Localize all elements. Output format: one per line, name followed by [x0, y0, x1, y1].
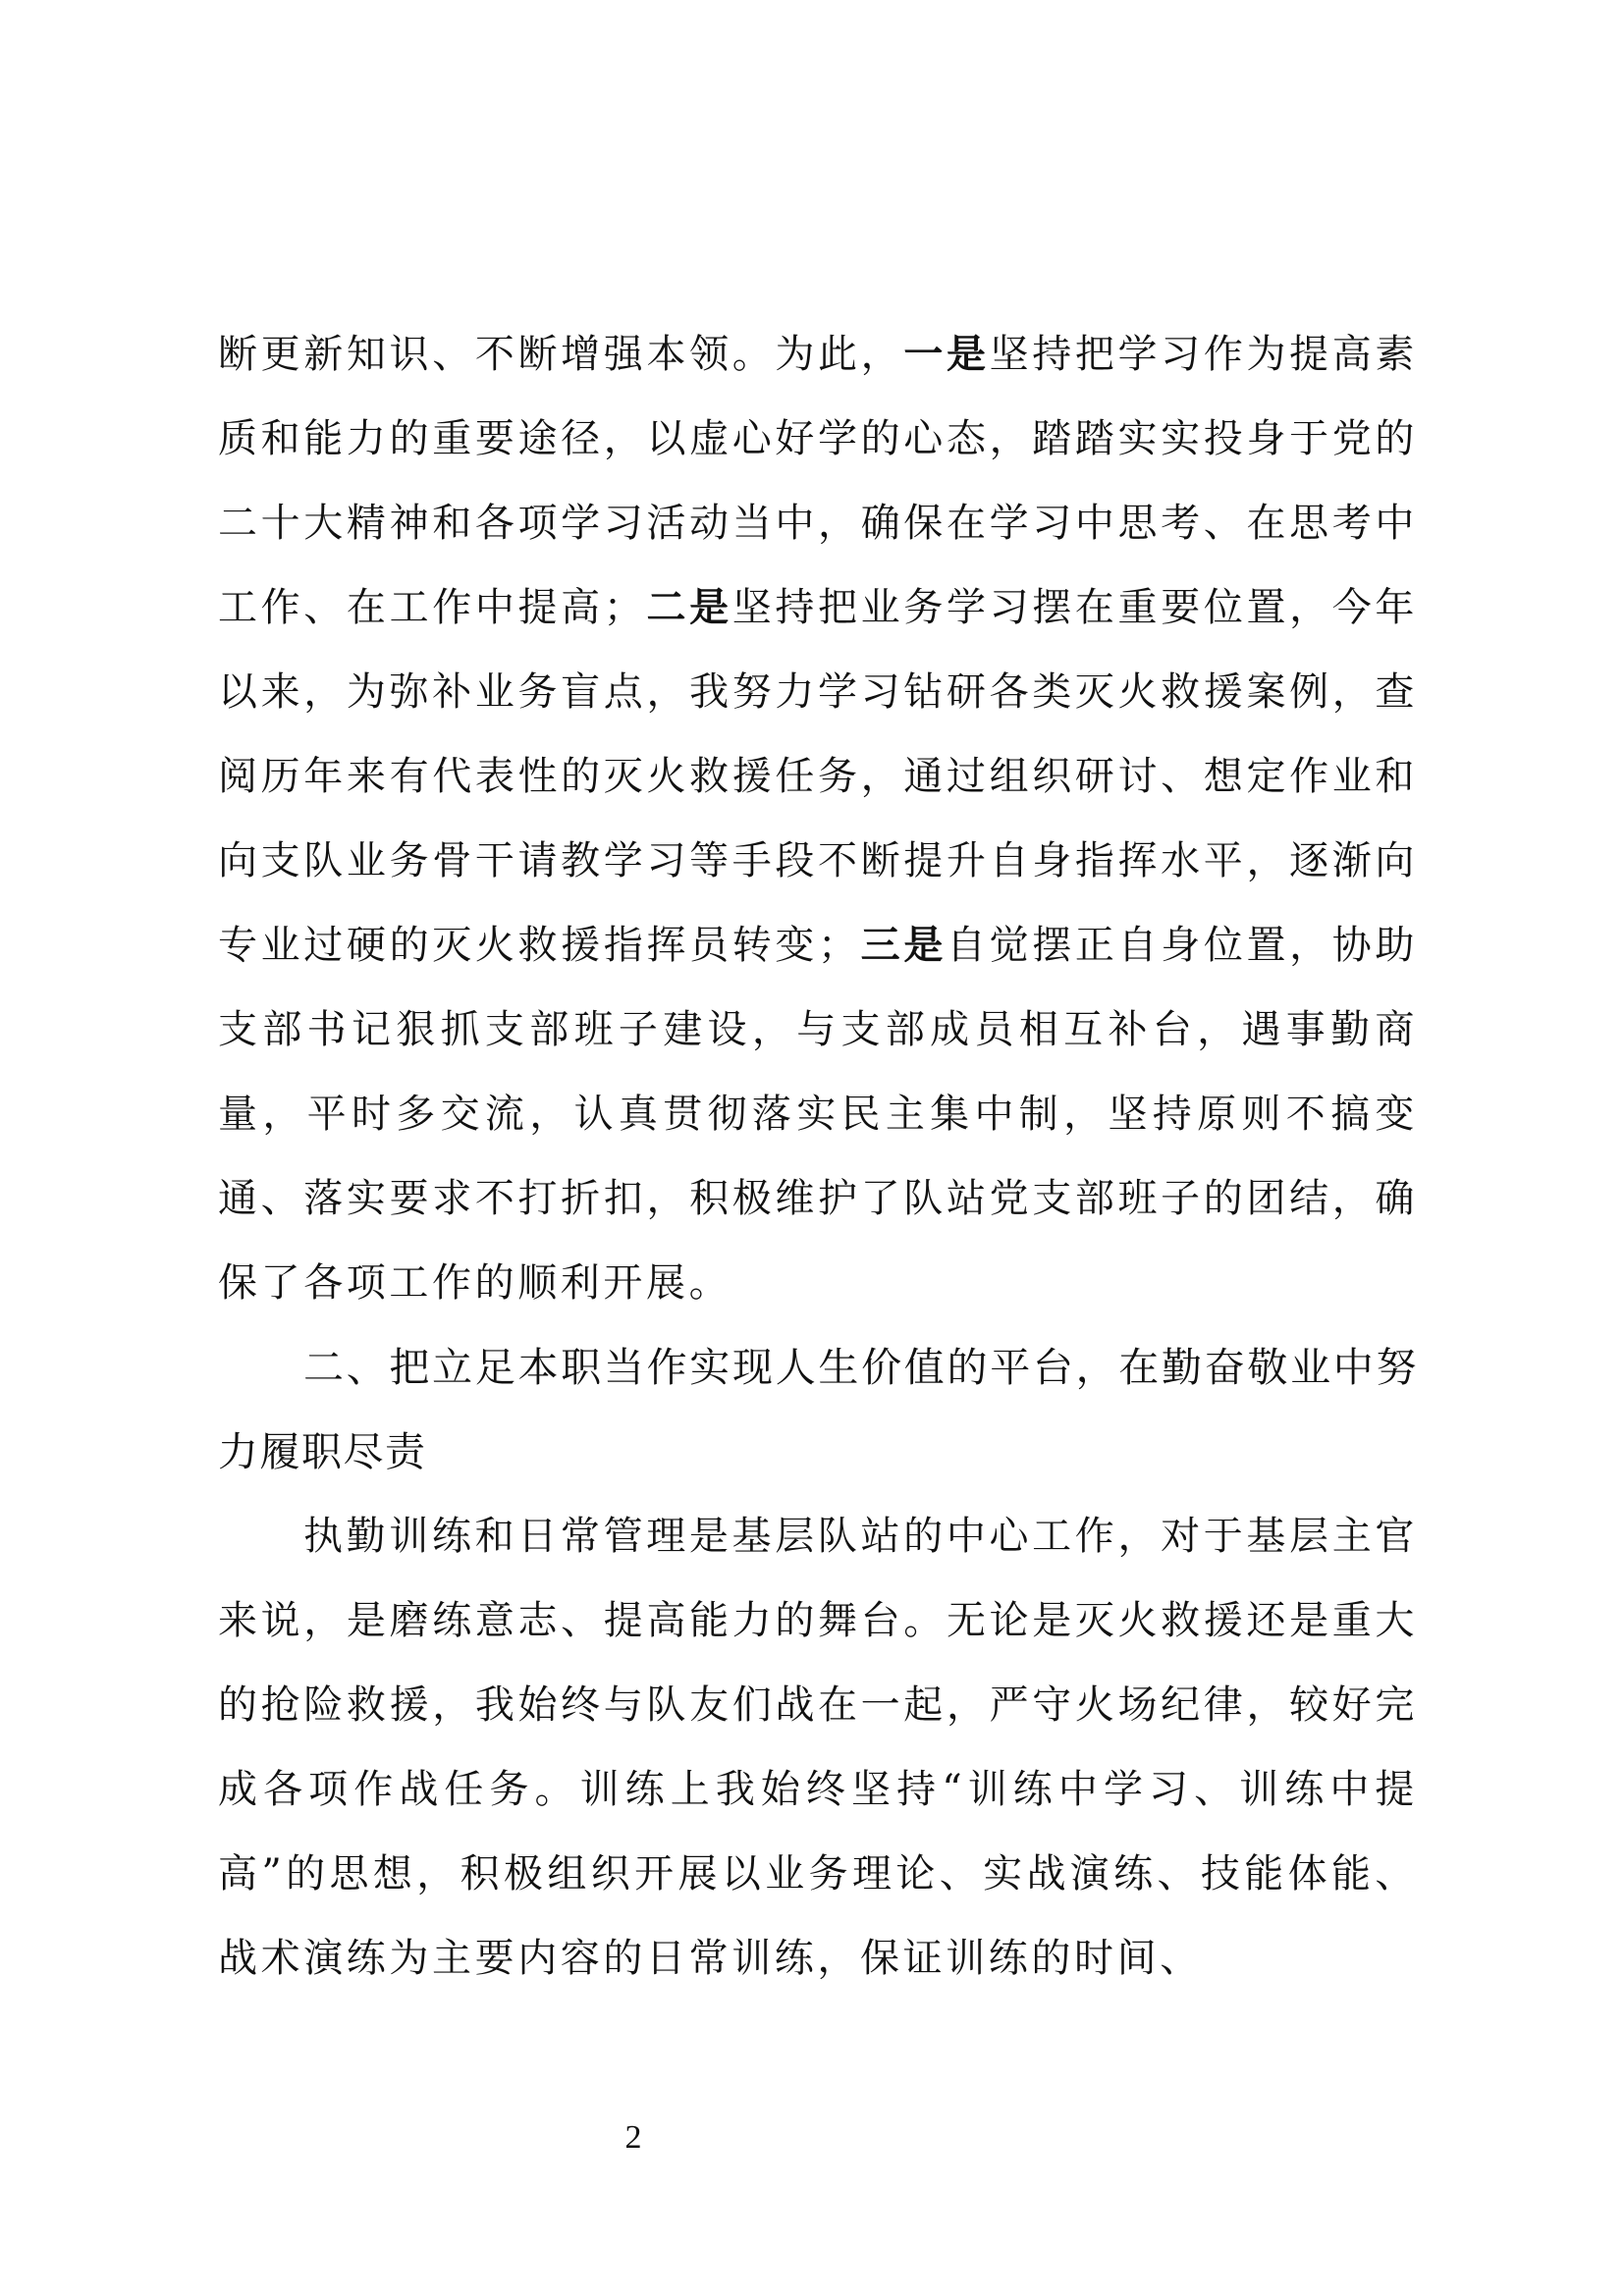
- paragraph-continued: [218, 312, 1418, 1325]
- section-heading: 二、把立足本职当作实现人生价值的平台，在勤奋敬业中努力履职尽责: [218, 1344, 1418, 1475]
- paragraph-body: 执勤训练和日常管理是基层队站的中心工作，对于基层主官来说，是磨练意志、提高能力的舞台。无论是灭火救援还是重大的抢险救援，我始终与队友们战在一起，严守火场纪律，较好完成各项作战任务。训练上我始终坚持“训练中学习、训练中提高”的思想，积极组织开展以业务理论、实战演练、技能体能、战术演练为主要内容的日常训练，保证训练的时间、: [218, 1514, 1418, 1981]
- text-segment: 断更新知识、不断增强本领。为此，: [218, 332, 904, 377]
- page-number: 2: [624, 2119, 642, 2156]
- text-segment: 自觉摆正自身位置，协助支部书记狠抓支部班子建设，与支部成员相互补台，遇事勤商量，平时多交流，认真贯彻落实民主集中制，坚持原则不搞变通、落实要求不打折扣，积极维护了队站党支部班子的团结，确保了各项工作的顺利开展。: [218, 923, 1419, 1306]
- bold-ordinal-first: 一是: [903, 332, 990, 377]
- bold-ordinal-third: 三是: [860, 923, 947, 968]
- document-page: [218, 312, 1418, 2001]
- text-segment: 坚持把学习作为提高素质和能力的重要途径，以虚心好学的心态，踏踏实实投身于党的二十大精神和各项学习活动当中，确保在学习中思考、在思考中工作、在工作中提高；: [218, 332, 1419, 630]
- text-segment: 坚持把业务学习摆在重要位置，今年以来，为弥补业务盲点，我努力学习钻研各类灭火救援案例，查阅历年来有代表性的灭火救援任务，通过组织研讨、想定作业和向支队业务骨干请教学习等手段不断提升自身指挥水平，逐渐向专业过硬的灭火救援指挥员转变；: [218, 585, 1419, 968]
- bold-ordinal-second: 二是: [646, 585, 732, 630]
